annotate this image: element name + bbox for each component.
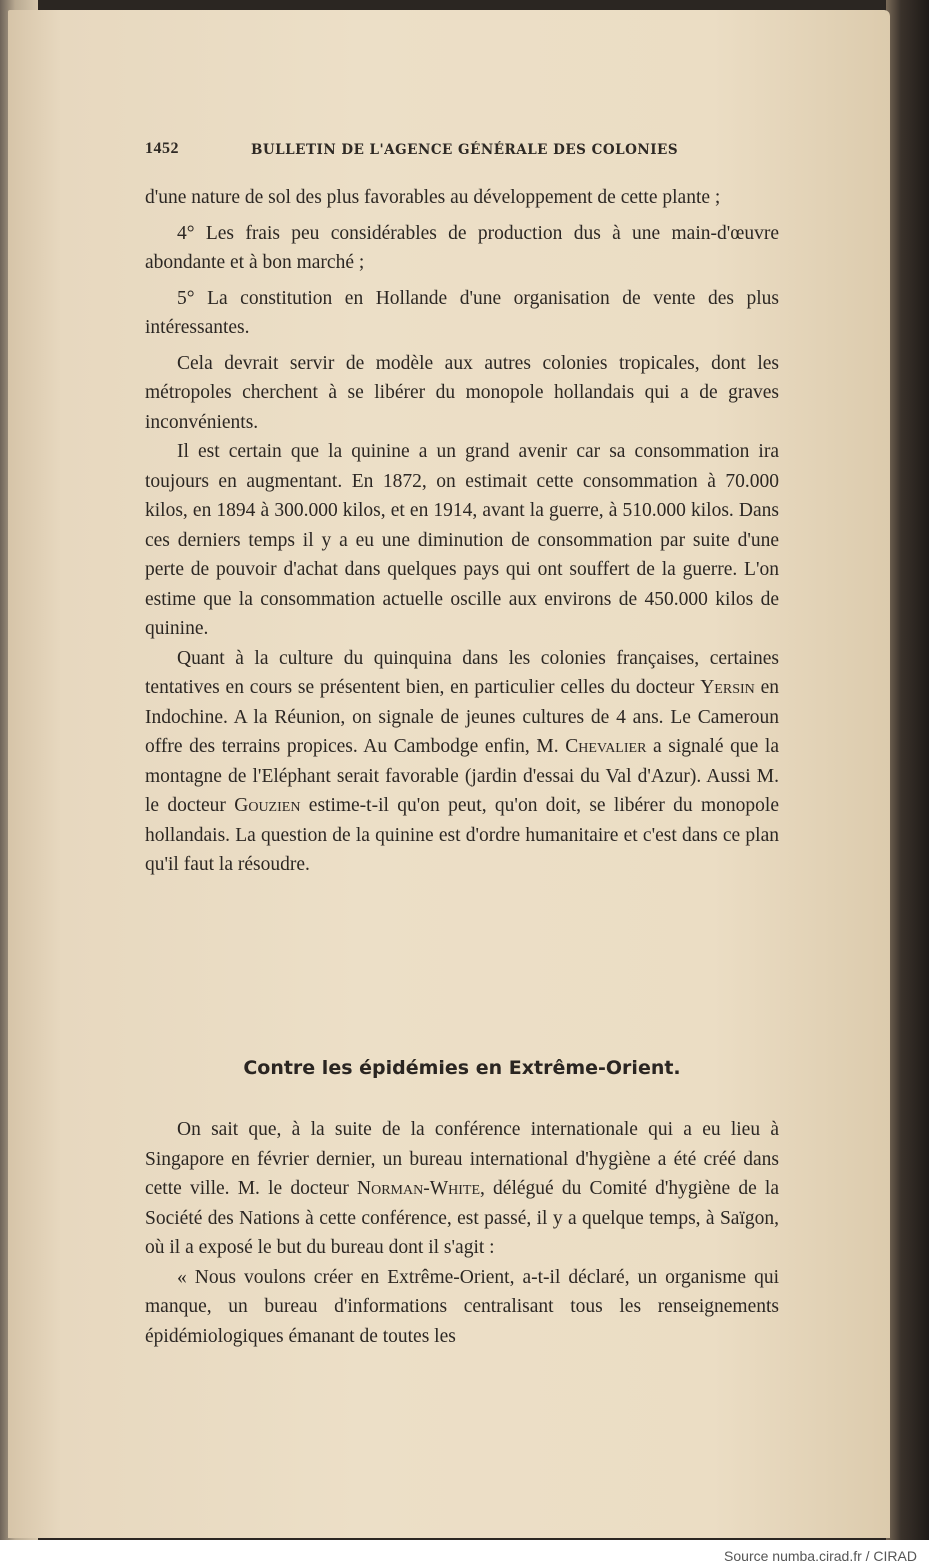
running-header [145,140,785,164]
book-cover-right-edge [886,0,929,1540]
paragraph-item-5: 5° La constitution en Hollande d'une organisation de vente des plus intéressantes. [145,287,779,338]
paragraph-quote: « Nous voulons créer en Extrême-Orient, a-t-il déclaré, un organisme qui manque, un bureau d'informations centralisant tous les renseignements épidémiologiques émanant de toutes les [145,1266,779,1347]
body-text-block-1 [145,183,779,880]
source-credit: Source numba.cirad.fr / CIRAD [724,1548,917,1564]
paragraph-item-4: 4° Les frais peu considérables de production dus à une main-d'œuvre abondante et à bon marché ; [145,222,779,273]
person-name: Yersin [700,677,755,698]
person-name: Chevalier [565,736,647,757]
body-text-block-2 [145,1115,779,1351]
paragraph-singapore: On sait que, à la suite de la conférence internationale qui a eu lieu à Singapore en février dernier, un bureau international d'hygiène a été créé dans cette ville. M. le docteur Norman-White, délégué du Comité d'hygiène de la Société des Nations à cette conférence, est passé, il y a quelque temps, à Saïgon, où il a exposé le but du bureau dont il s'agit : [145,1119,779,1258]
paragraph-consumption: Il est certain que la quinine a un grand avenir car sa consommation ira toujours en augmentant. En 1872, on estimait cette consommation à 70.000 kilos, en 1894 à 300.000 kilos, et en 1914, avant la guerre, à 510.000 kilos. Dans ces derniers temps il y a eu une diminution de consommation par suite d'une perte de pouvoir d'achat dans quelques pays qui ont souffert de la guerre. L'on estime que la consommation actuelle oscille aux environs de 450.000 kilos de quinine. [145,441,779,639]
paragraph-model: Cela devrait servir de modèle aux autres colonies tropicales, dont les métropoles cherchent à se libérer du monopole hollandais qui a de graves inconvénients. [145,352,779,433]
paragraph-french-colonies: Quant à la culture du quinquina dans les colonies françaises, certaines tentatives en cours se présentent bien, en particulier celles du docteur Yersin en Indochine. A la Réunion, on signale de jeunes cultures de 4 ans. Le Cameroun offre des terrains propices. Au Cambodge enfin, M. Chevalier a signalé que la montagne de l'Eléphant serait favorable (jardin d'essai du Val d'Azur). Aussi M. le docteur Gouzien estime-t-il qu'on peut, qu'on doit, se libérer du monopole hollandais. La question de la quinine est d'ordre humanitaire et c'est dans ce plan qu'il faut la résoudre. [145,647,780,875]
paragraph-continuation: d'une nature de sol des plus favorables au développement de cette plante ; [145,187,721,208]
running-title: BULLETIN DE L'AGENCE GÉNÉRALE DES COLONIES [251,142,679,158]
section-heading: Contre les épidémies en Extrême-Orient. [243,1057,681,1079]
person-name: Gouzien [234,795,301,816]
person-name: Norman-White [357,1178,480,1199]
page-number: 1452 [145,140,179,157]
